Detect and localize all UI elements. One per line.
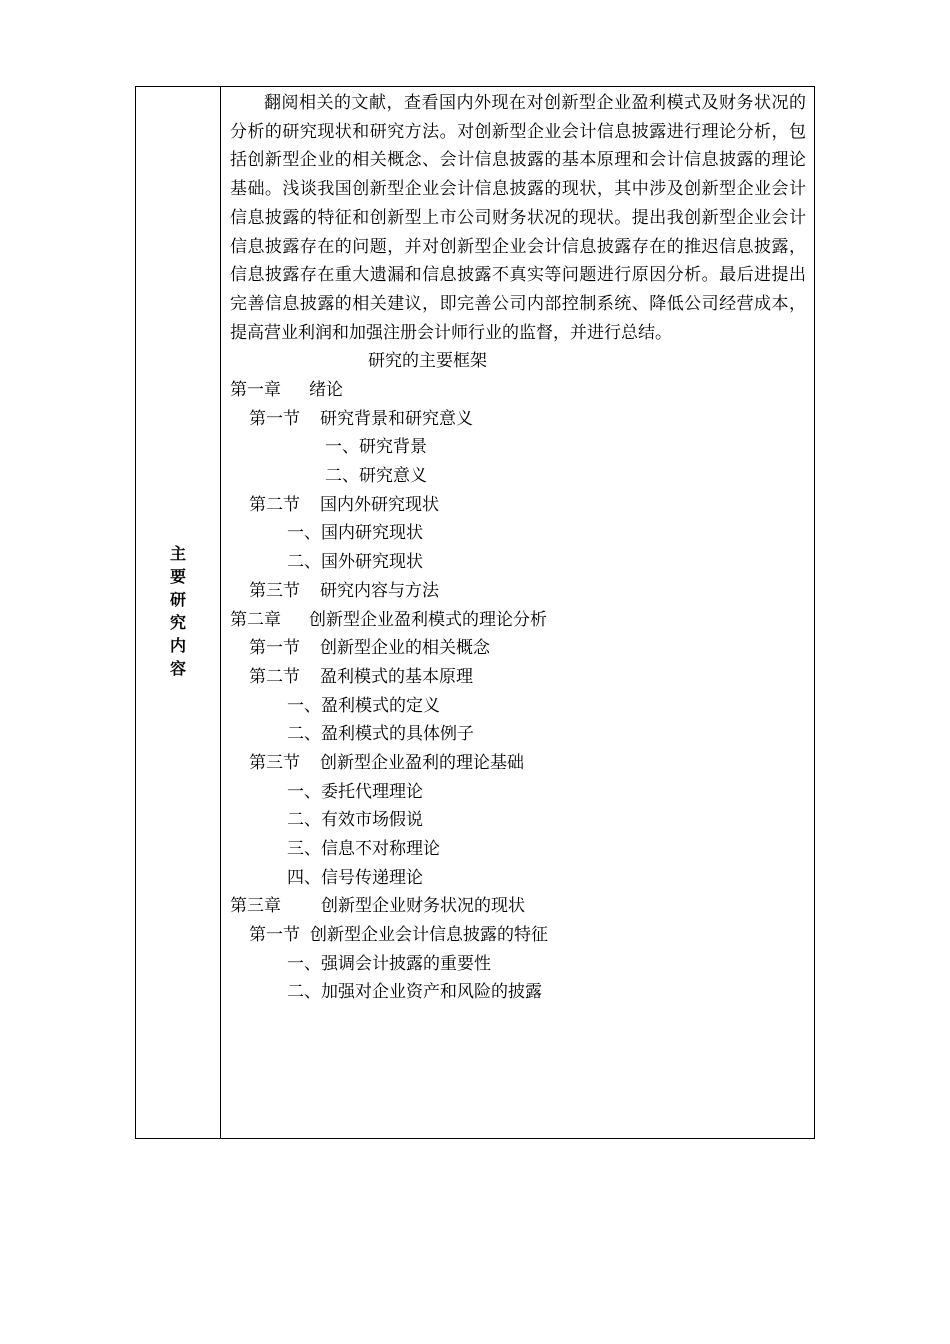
outline-title: 创新型企业盈利的理论基础 bbox=[320, 752, 524, 773]
section-label-char: 究 bbox=[169, 613, 186, 632]
subsection-item bbox=[230, 835, 806, 864]
framework-title: 研究的主要框架 bbox=[368, 351, 487, 372]
subsection-item bbox=[230, 433, 806, 462]
outline-list bbox=[230, 376, 806, 1007]
section-label-char: 内 bbox=[169, 636, 186, 655]
section-label-char: 主 bbox=[169, 544, 186, 563]
outline-title: 二、盈利模式的具体例子 bbox=[287, 724, 474, 745]
subsection-item bbox=[230, 864, 806, 893]
subsection-item bbox=[230, 806, 806, 835]
section-label bbox=[170, 542, 186, 1138]
subsection-item bbox=[230, 778, 806, 807]
outline-title: 国内外研究现状 bbox=[320, 494, 439, 515]
section-heading bbox=[230, 491, 806, 520]
research-form-table bbox=[135, 86, 815, 1139]
outline-title: 一、委托代理理论 bbox=[287, 781, 423, 802]
section-label-char: 要 bbox=[169, 567, 186, 586]
outline-title: 一、强调会计披露的重要性 bbox=[287, 953, 491, 974]
outline-title: 三、信息不对称理论 bbox=[287, 839, 440, 860]
subsection-item bbox=[230, 720, 806, 749]
outline-title: 一、盈利模式的定义 bbox=[287, 695, 440, 716]
intro-paragraph: 翻阅相关的文献，查看国内外现在对创新型企业盈利模式及财务状况的分析的研究现状和研究方法。对创新型企业会计信息披露进行理论分析，包括创新型企业的相关概念、会计信息披露的基本原理和会计信息披露的理论基础。浅谈我国创新型企业会计信息披露的现状，其中涉及创新型企业会计信息披露的特征和创新型上市公司财务状况的现状。提出我创新型企业会计信息披露存在的问题，并对创新型企业会计信息披露存在的推迟信息披露，信息披露存在重大遗漏和信息披露不真实等问题进行原因分析。最后进提出完善信息披露的相关建议，即完善公司内部控制系统、降低公司经营成本，提高营业利润和加强注册会计师行业的监督，并进行总结。 bbox=[230, 93, 806, 343]
section-content-cell bbox=[221, 87, 814, 1138]
section-heading bbox=[230, 577, 806, 606]
outline-title: 创新型企业财务状况的现状 bbox=[321, 896, 525, 917]
subsection-item bbox=[230, 950, 806, 979]
outline-title: 研究内容与方法 bbox=[320, 580, 439, 601]
subsection-item bbox=[230, 548, 806, 577]
outline-title: 创新型企业的相关概念 bbox=[320, 638, 490, 659]
outline-title: 二、加强对企业资产和风险的披露 bbox=[287, 982, 542, 1003]
outline-number: 第二节 bbox=[249, 494, 300, 515]
outline-number: 第三节 bbox=[249, 580, 300, 601]
outline-title: 四、信号传递理论 bbox=[287, 867, 423, 888]
outline-number: 第一节 bbox=[249, 638, 300, 659]
outline-title: 二、有效市场假说 bbox=[287, 810, 423, 831]
subsection-item bbox=[230, 978, 806, 1007]
outline-number: 第一节 bbox=[249, 408, 300, 429]
section-label-cell bbox=[136, 87, 221, 1138]
section-heading bbox=[230, 921, 806, 950]
outline-number: 第一节 bbox=[249, 925, 300, 946]
section-heading bbox=[230, 663, 806, 692]
outline-title: 二、研究意义 bbox=[325, 466, 427, 487]
chapter-heading bbox=[230, 376, 806, 405]
outline-title: 二、国外研究现状 bbox=[287, 552, 423, 573]
outline-number: 第二节 bbox=[249, 666, 300, 687]
subsection-item bbox=[230, 462, 806, 491]
chapter-heading bbox=[230, 892, 806, 921]
outline-number: 第三章 bbox=[230, 896, 281, 917]
subsection-item bbox=[230, 519, 806, 548]
outline-title: 创新型企业会计信息披露的特征 bbox=[310, 925, 548, 946]
section-heading bbox=[230, 749, 806, 778]
section-heading bbox=[230, 634, 806, 663]
section-label-char: 容 bbox=[169, 659, 186, 678]
outline-title: 研究背景和研究意义 bbox=[320, 408, 473, 429]
outline-title: 盈利模式的基本原理 bbox=[320, 666, 473, 687]
outline-title: 创新型企业盈利模式的理论分析 bbox=[309, 609, 547, 630]
section-label-char: 研 bbox=[169, 590, 186, 609]
outline-number: 第一章 bbox=[230, 380, 281, 401]
outline-title: 一、国内研究现状 bbox=[287, 523, 423, 544]
chapter-heading bbox=[230, 606, 806, 635]
outline-title: 绪论 bbox=[309, 380, 343, 401]
section-heading bbox=[230, 405, 806, 434]
subsection-item bbox=[230, 692, 806, 721]
outline-number: 第二章 bbox=[230, 609, 281, 630]
outline-title: 一、研究背景 bbox=[325, 437, 427, 458]
outline-number: 第三节 bbox=[249, 752, 300, 773]
